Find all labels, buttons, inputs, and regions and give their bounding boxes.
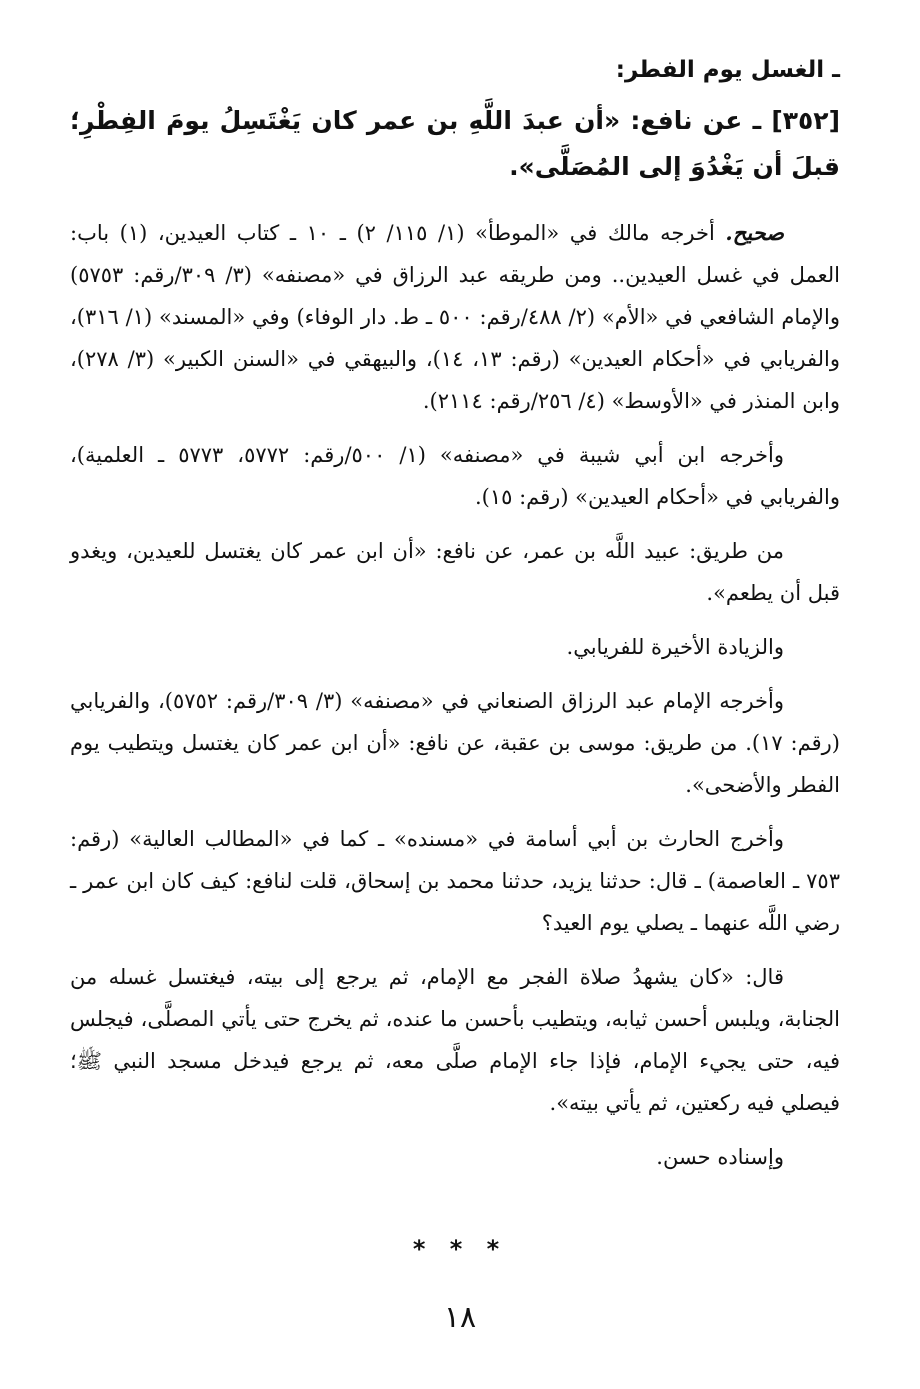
takhrij-paragraph-5: وأخرجه الإمام عبد الرزاق الصنعاني في «مصنفه» (٣/ ٣٠٩/رقم: ٥٧٥٢)، والفريابي (رقم: ١٧). من طريق: موسى بن عقبة، عن نافع: «أن ابن عمر كان يغتسل ويتطيب يوم الفطر والأضحى». [70, 689, 840, 797]
takhrij-paragraph-4: والزيادة الأخيرة للفريابي. [566, 635, 784, 659]
takhrij-paragraph-7: قال: «كان يشهدُ صلاة الفجر مع الإمام، ثم يرجع إلى بيته، فيغتسل غسله من الجنابة، ويلبس أحسن ثيابه، ويتطيب بأحسن ما عنده، ثم يخرج حتى يأتي المصلَّى، فيجلس فيه، حتى يجيء الإمام، فإذا جاء الإمام صلَّى معه، ثم يرجع فيدخل مسجد النبي ﷺ؛ فيصلي فيه ركعتين، ثم يأتي بيته». [70, 965, 840, 1115]
takhrij-paragraph-8: وإسناده حسن. [656, 1145, 784, 1169]
takhrij-paragraph-6: وأخرج الحارث بن أبي أسامة في «مسنده» ـ كما في «المطالب العالية» (رقم: ٧٥٣ ـ العاصمة) ـ قال: حدثنا يزيد، حدثنا محمد بن إسحاق، قلت لنافع: كيف كان ابن عمر ـ رضي اللَّه عنهما ـ يصلي يوم العيد؟ [70, 827, 840, 935]
page-number: ١٨ [443, 1300, 477, 1335]
section-separator: * * * [412, 1235, 508, 1263]
takhrij-paragraph-3: من طريق: عبيد اللَّه بن عمر، عن نافع: «أن ابن عمر كان يغتسل للعيدين، ويغدو قبل أن يطعم». [70, 539, 840, 605]
section-heading: ـ الغسل يوم الفطر: [615, 57, 840, 83]
takhrij-paragraph-2: وأخرجه ابن أبي شيبة في «مصنفه» (١/ ٥٠٠/رقم: ٥٧٧٢، ٥٧٧٣ ـ العلمية)، والفريابي في «أحكام العيدين» (رقم: ١٥). [70, 443, 840, 509]
page-body [70, 48, 840, 1190]
takhrij-paragraph-1 [70, 212, 840, 422]
paragraph-text: أخرجه مالك في «الموطأ» (١/ ١١٥/ ٢) ـ ١٠ ـ كتاب العيدين، (١) باب: العمل في غسل العيدين.. ومن طريقه عبد الرزاق في «مصنفه» (٣/ ٣٠٩/رقم: ٥٧٥٣) والإمام الشافعي في «الأم» (٢/ ٤٨٨/رقم: ٥٠٠ ـ ط. دار الوفاء) وفي «المسند» (١/ ٣١٦)، والفريابي في «أحكام العيدين» (رقم: ١٣، ١٤)، والبيهقي في «السنن الكبير» (٣/ ٢٧٨)، وابن المنذر في «الأوسط» (٤/ ٢٥٦/رقم: ٢١١٤). [70, 221, 841, 413]
hadith-text: [٣٥٢] ـ عن نافع: «أن عبدَ اللَّهِ بن عمر كان يَغْتَسِلُ يومَ الفِطْرِ؛ قبلَ أن يَغْدُوَ إلى المُصَلَّى». [70, 106, 840, 181]
grade-label: صحيح. [725, 220, 784, 245]
